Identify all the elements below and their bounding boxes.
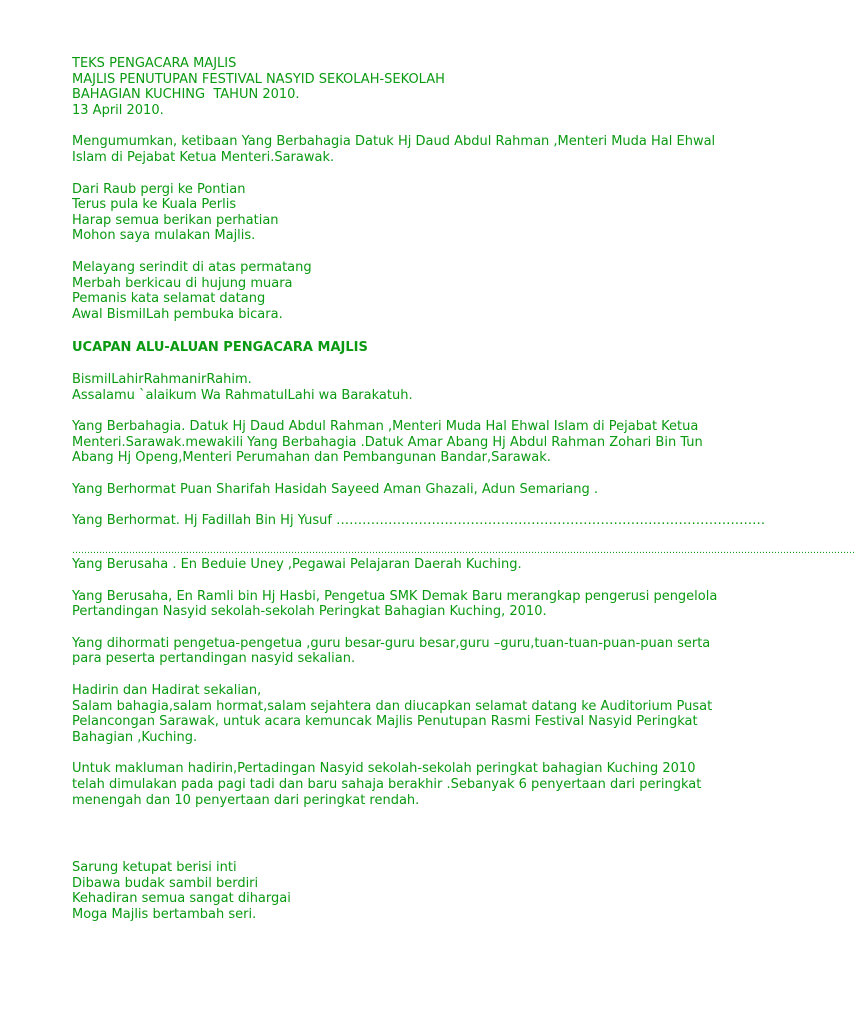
- greeting-teachers-paragraph: Yang dihormati pengetua-pengetua ,guru besar-guru besar,guru –guru,tuan-tuan-puan-puan serta para peserta pertandingan nasyid sekalian.: [72, 635, 711, 667]
- pantun-line: Dari Raub pergi ke Pontian: [72, 181, 246, 197]
- info-paragraph: Untuk makluman hadirin,Pertadingan Nasyid sekolah-sekolah peringkat bahagian Kuching 2010 telah dimulakan pada pagi tadi dan baru sahaja berakhir .Sebanyak 6 penyertaan dari peringkat menengah dan 10 penyertaan dari peringkat rendah.: [72, 761, 702, 808]
- header-line: 13 April 2010.: [72, 102, 164, 118]
- header-line: TEKS PENGACARA MAJLIS: [72, 56, 237, 71]
- pantun-line: Sarung ketupat berisi inti: [72, 860, 237, 876]
- pantun-line: Mohon saya mulakan Majlis.: [72, 228, 256, 244]
- header-line: MAJLIS PENUTUPAN FESTIVAL NASYID SEKOLAH-SEKOLAH: [72, 71, 445, 87]
- welcome-paragraph: Salam bahagia,salam hormat,salam sejahtera dan diucapkan selamat datang ke Auditorium Pusat Pelancongan Sarawak, untuk acara kemuncak Majlis Penutupan Rasmi Festival Nasyid Peringkat Bahagian ,Kuching.: [72, 698, 713, 745]
- greeting-smk-paragraph: Yang Berusaha, En Ramli bin Hj Hasbi, Pengetua SMK Demak Baru merangkap pengerusi pengelola Pertandingan Nasyid sekolah-sekolah Peringkat Bahagian Kuching, 2010.: [72, 588, 718, 620]
- pantun-line: Kehadiran semua sangat dihargai: [72, 891, 291, 907]
- greeting-yb-paragraph: Yang Berbahagia. Datuk Hj Daud Abdul Rahman ,Menteri Muda Hal Ehwal Islam di Pejabat Ketua Menteri.Sarawak.mewakili Yang Berbahagia .Datuk Amar Abang Hj Abdul Rahman Zohari Bin Tun Abang Hj Openg,Menteri Perumahan dan Pembangunan Bandar,Sarawak.: [72, 419, 703, 466]
- pantun-line: Moga Majlis bertambah seri.: [72, 906, 257, 922]
- pantun-line: Dibawa budak sambil berdiri: [72, 875, 259, 891]
- section-heading: UCAPAN ALU-ALUAN PENGACARA MAJLIS: [72, 340, 368, 356]
- salutation-line: BismilLahirRahmanirRahim.: [72, 371, 252, 387]
- header-line: BAHAGIAN KUCHING TAHUN 2010.: [72, 87, 300, 103]
- greeting-ppd-paragraph: Yang Berusaha . En Beduie Uney ,Pegawai Pelajaran Daerah Kuching.: [72, 557, 522, 573]
- welcome-section: [72, 683, 728, 745]
- pantun-line: Terus pula ke Kuala Perlis: [72, 197, 237, 213]
- pantun-line: Pemanis kata selamat datang: [72, 291, 266, 307]
- pantun-opening: [72, 182, 728, 244]
- pantun-line: Merbah berkicau di hujung muara: [72, 275, 293, 291]
- dotted-line: ………………………………………………………………………………………………………………………………………………………………………………………………………………………………………: [72, 546, 855, 557]
- pantun-line: Melayang serindit di atas permatang: [72, 259, 312, 275]
- announcement-paragraph: Mengumumkan, ketibaan Yang Berbahagia Datuk Hj Daud Abdul Rahman ,Menteri Muda Hal Ehwal Islam di Pejabat Ketua Menteri.Sarawak.: [72, 134, 716, 165]
- pantun-closing: [72, 860, 728, 922]
- salutation-line: Assalamu `alaikum Wa RahmatulLahi wa Barakatuh.: [72, 387, 413, 403]
- greeting-adun-paragraph: Yang Berhormat Puan Sharifah Hasidah Sayeed Aman Ghazali, Adun Semariang .: [72, 481, 599, 497]
- welcome-title: Hadirin dan Hadirat sekalian,: [72, 683, 262, 699]
- pantun-line: Harap semua berikan perhatian: [72, 212, 279, 228]
- greeting-yb2-paragraph: Yang Berhormat. Hj Fadillah Bin Hj Yusuf ………………………………………………………………………………………: [72, 513, 766, 529]
- opening-salutation: [72, 372, 728, 403]
- pantun-welcome: [72, 260, 728, 322]
- pantun-line: Awal BismilLah pembuka bicara.: [72, 306, 283, 322]
- document-header: [72, 56, 728, 118]
